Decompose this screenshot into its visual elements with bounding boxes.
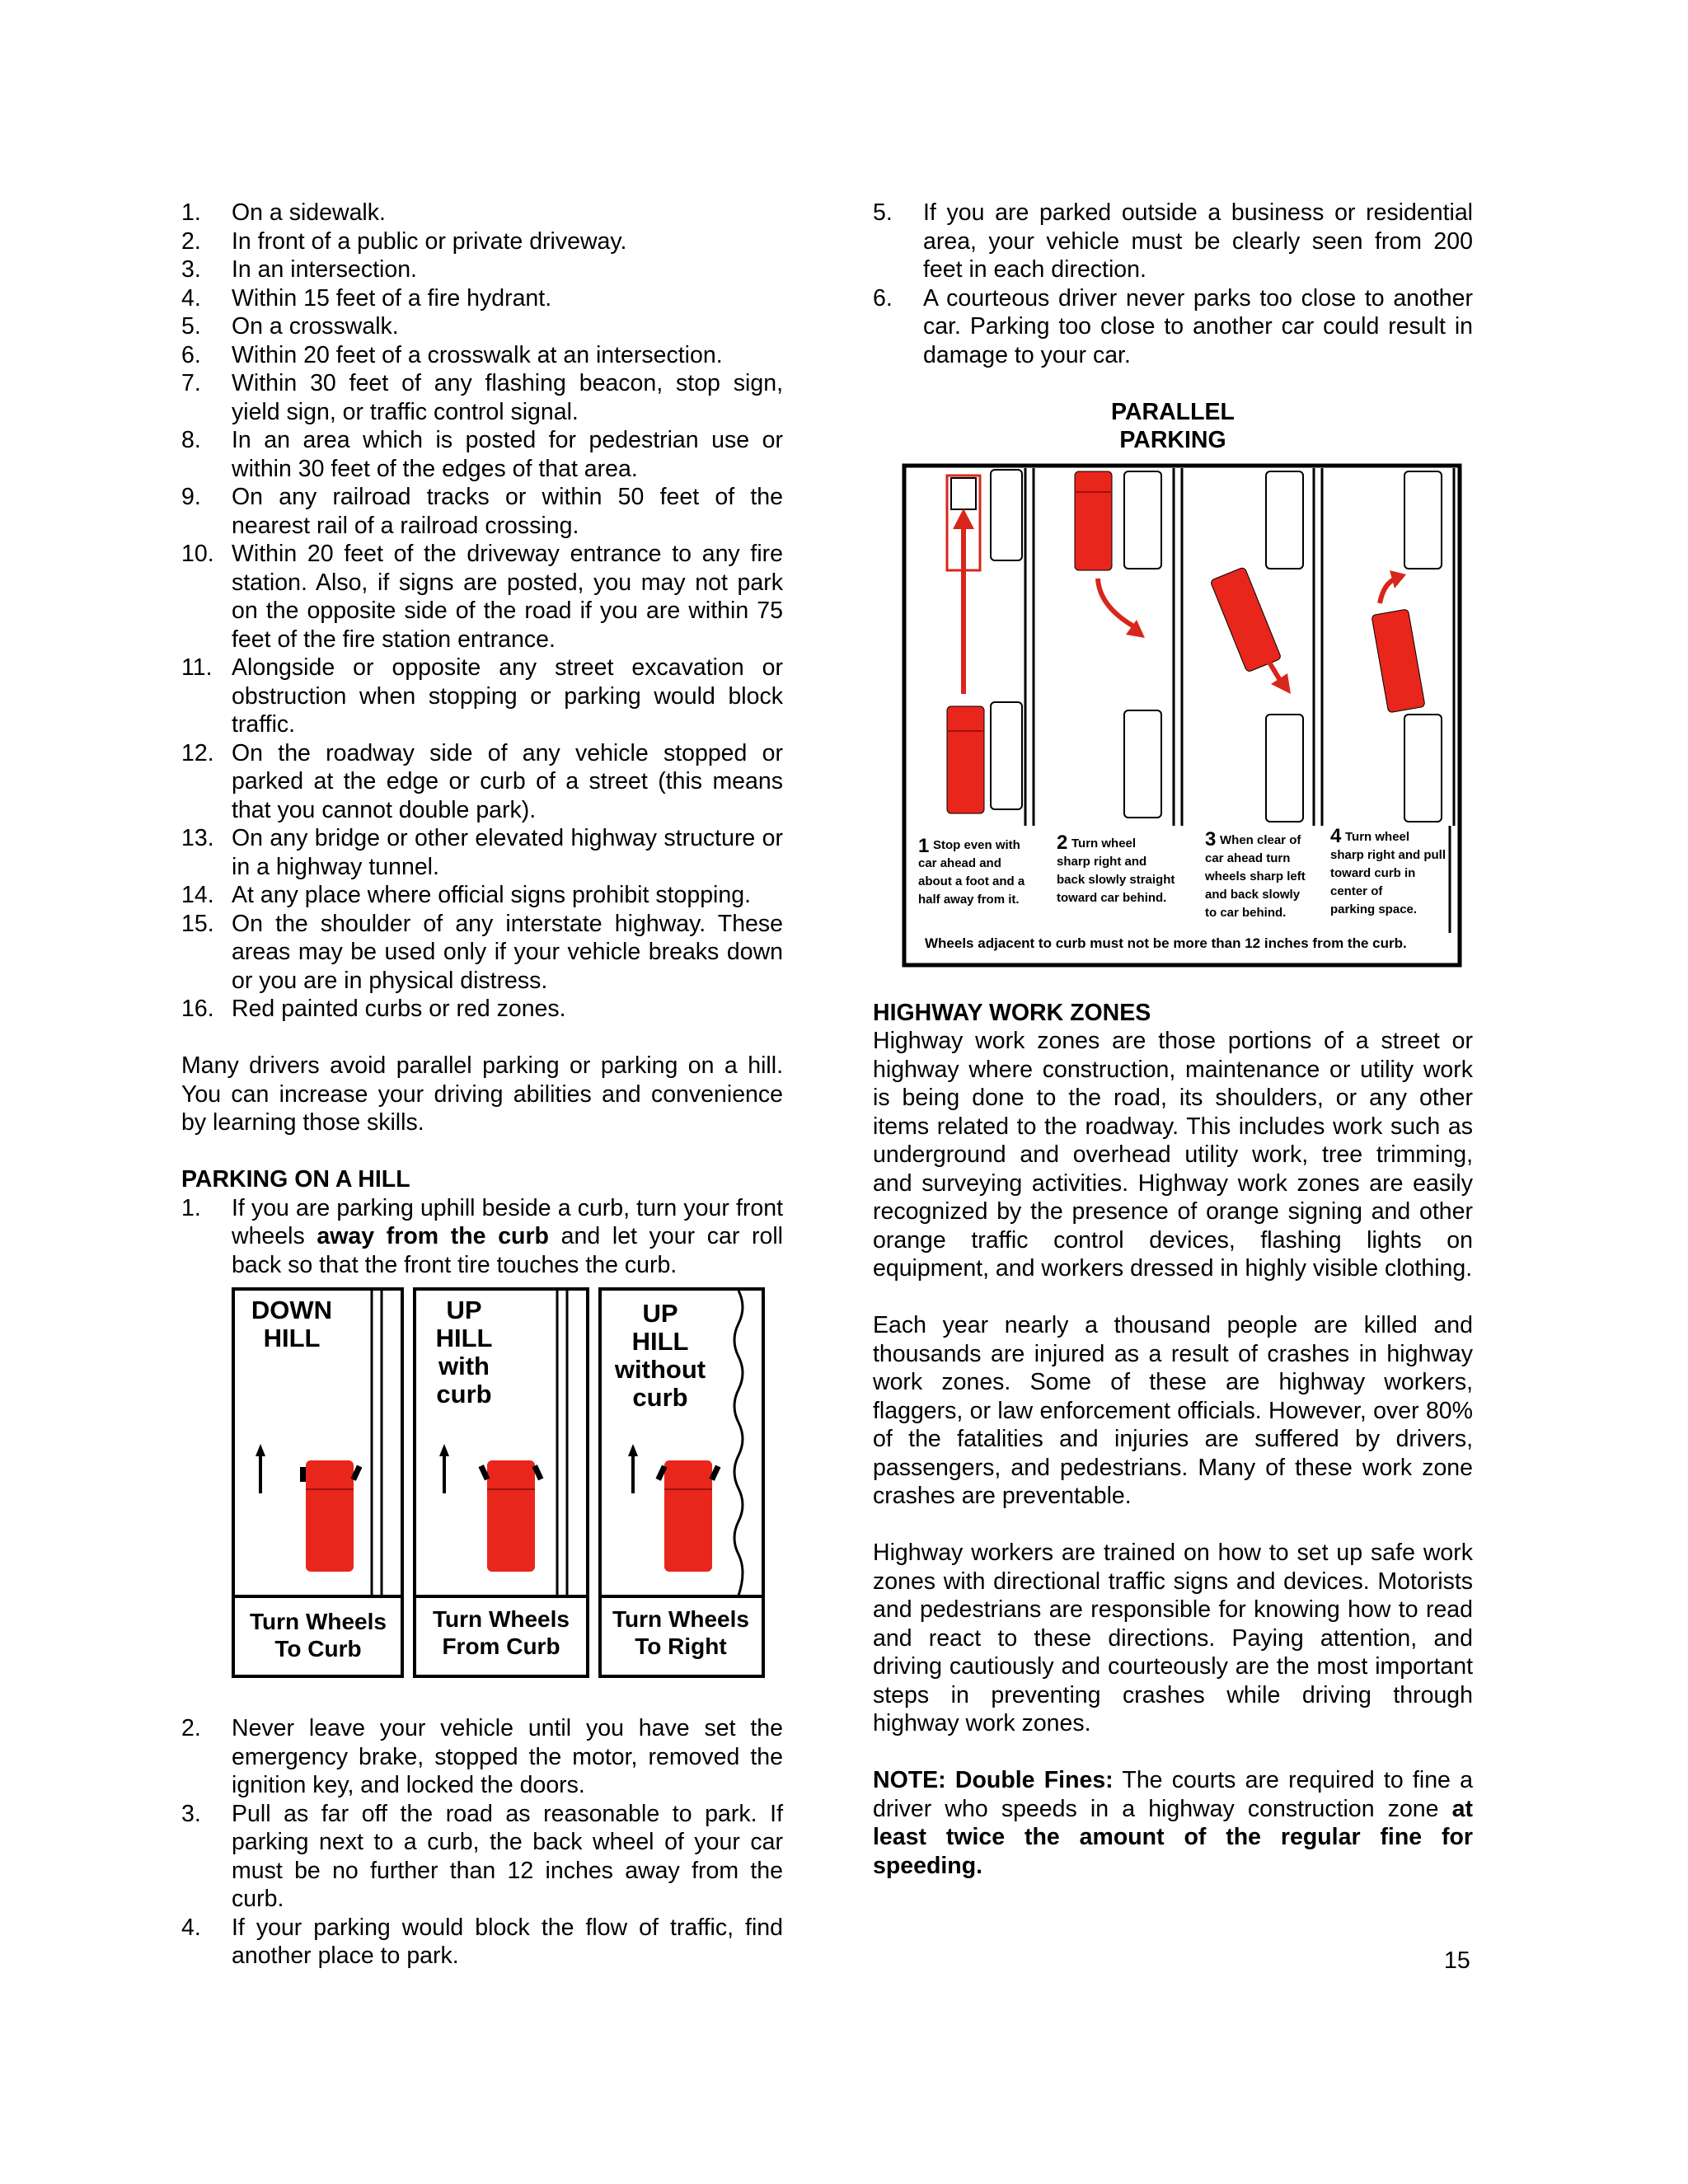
list-item: 1. On a sidewalk. xyxy=(181,199,386,226)
downhill-title-1: DOWN xyxy=(251,1296,333,1324)
step2-line2: sharp right and xyxy=(1057,854,1147,869)
parallel-footer: Wheels adjacent to curb must not be more than 12 inches from the curb. xyxy=(925,935,1407,951)
double-fines-note: NOTE: Double Fines: The courts are required to fine a driver who speeds in a highway construction zone at least twice the amount of the regular fine for speeding. xyxy=(873,1767,1474,1879)
step4-line3: toward curb in xyxy=(1330,865,1416,880)
work-zones-heading: HIGHWAY WORK ZONES xyxy=(873,999,1151,1026)
work-zones-p2: Each year nearly a thousand people are killed and thousands are injured as a result of crashes in highway work zones. Some of these are highway workers, flaggers, or law enforcement officials. However, over 80% of the fatalities and injuries are suffered by drivers, passengers, and pedestrians. Many of these work zone crashes are preventable. xyxy=(873,1312,1473,1509)
hill-figure xyxy=(232,1287,767,1683)
step1-num: 1 xyxy=(918,834,930,857)
list-item: 11. Alongside or opposite any street excavation or obstruction when stopping or parking would block traffic. xyxy=(181,654,783,738)
list-item: 2. Never leave your vehicle until you have set the emergency brake, stopped the motor, removed the ignition key, and locked the doors. xyxy=(181,1715,783,1798)
hill-parking-diagram xyxy=(232,1287,767,1683)
step4-line5: parking space. xyxy=(1330,902,1418,916)
step4-num: 4 xyxy=(1330,824,1342,847)
parallel-heading-1: PARALLEL xyxy=(1111,398,1235,425)
downhill-caption-2: To Curb xyxy=(274,1636,362,1661)
downhill-caption-1: Turn Wheels xyxy=(250,1609,387,1634)
uphill-no-curb-caption-1: Turn Wheels xyxy=(612,1606,749,1632)
intro-paragraph: Many drivers avoid parallel parking or parking on a hill. You can increase your driving abilities and convenience by learning those skills. xyxy=(181,1052,783,1136)
step3-line3: wheels sharp left xyxy=(1205,869,1306,883)
list-item: 6. Within 20 feet of a crosswalk at an intersection. xyxy=(181,341,723,368)
list-item: 7. Within 30 feet of any flashing beacon, stop sign, yield sign, or traffic control signal. xyxy=(181,370,783,425)
uphill-no-curb-title-2: HILL xyxy=(631,1327,689,1356)
step1-line2: car ahead and xyxy=(918,855,1001,870)
step1-line4: half away from it. xyxy=(918,892,1020,907)
left-column xyxy=(181,199,783,1971)
work-zones-p3: Highway workers are trained on how to set up safe work zones with directional traffic signs and devices. Motorists and pedestrians are responsible for knowing how to read and react to these directions. Paying attention, and driving cautiously and courteously are the most important steps in preventing crashes while driving through highway work zones. xyxy=(873,1540,1473,1736)
hill-item-1: 1. If you are parking uphill beside a curb, turn your front wheels away from the curb and let your car roll back so that the front tire touches the curb. xyxy=(181,1194,783,1278)
uphill-no-curb-title-4: curb xyxy=(632,1383,688,1412)
uphill-curb-caption-1: Turn Wheels xyxy=(433,1606,570,1632)
list-item: 5. If you are parked outside a business or residential area, your vehicle must be clearly seen from 200 feet in each direction. xyxy=(873,199,1473,283)
list-item: 4. If your parking would block the flow of traffic, find another place to park. xyxy=(181,1914,783,1969)
step3-line2: car ahead turn xyxy=(1205,851,1291,865)
list-item: 8. In an area which is posted for pedestrian use or within 30 feet of the edges of that area. xyxy=(181,427,783,482)
step1-line1: Stop even with xyxy=(933,837,1020,852)
step2-num: 2 xyxy=(1057,831,1068,854)
list-item: 15. On the shoulder of any interstate highway. These areas may be used only if your vehicle breaks down or you are in physical distress. xyxy=(181,910,783,994)
list-item: 2. In front of a public or private driveway. xyxy=(181,227,627,255)
list-item: 9. On any railroad tracks or within 50 feet of the nearest rail of a railroad crossing. xyxy=(181,484,783,539)
step1-line3: about a foot and a xyxy=(918,874,1025,888)
work-zones-p1: Highway work zones are those portions of a street or highway where construction, maintenance or utility work is being done to the road, its shoulders, or any other items related to the roadway. This includes work such as underground and overhead utility work, tree trimming, and surveying activities. Highway work zones are easily recognized by the presence of orange signing and other orange traffic control devices, flashing lights on equipment, and workers dressed in highly visible clothing. xyxy=(873,1028,1473,1282)
list-item: 14. At any place where official signs prohibit stopping. xyxy=(181,882,752,908)
step4-line2: sharp right and pull xyxy=(1330,847,1447,862)
hill-list-1 xyxy=(181,1194,783,1280)
step2-line3: back slowly straight xyxy=(1057,872,1175,887)
uphill-curb-caption-2: From Curb xyxy=(442,1633,560,1659)
step3-line1: When clear of xyxy=(1220,832,1301,847)
downhill-title-2: HILL xyxy=(263,1324,321,1352)
step4-line4: center of xyxy=(1330,883,1383,898)
list-item: 12. On the roadway side of any vehicle stopped or parked at the edge or curb of a street (this means that you cannot double park). xyxy=(181,739,783,823)
step2-line1: Turn wheel xyxy=(1071,836,1137,851)
parallel-figure xyxy=(902,463,1462,968)
list-item: 16. Red painted curbs or red zones. xyxy=(181,996,566,1022)
uphill-curb-title-3: with xyxy=(438,1352,490,1380)
list-item: 6. A courteous driver never parks too close to another car. Parking too close to another car could result in damage to your car. xyxy=(873,284,1473,368)
step3-num: 3 xyxy=(1205,827,1217,851)
list-item: 3. Pull as far off the road as reasonable to park. If parking next to a curb, the back wheel of your car must be no further than 12 inches away from the curb. xyxy=(181,1800,783,1912)
list-item: 3. In an intersection. xyxy=(181,256,417,283)
step3-line5: to car behind. xyxy=(1205,905,1287,920)
list-item: 5. On a crosswalk. xyxy=(181,313,399,340)
uphill-curb-title-2: HILL xyxy=(435,1324,493,1352)
page-number: 15 xyxy=(1444,1947,1470,1974)
downhill-panel xyxy=(233,1289,402,1676)
list-item: 10. Within 20 feet of the driveway entrance to any fire station. Also, if signs are posted, you may not park on the opposite side of the road if you are within 75 feet of the fire station entrance. xyxy=(181,541,783,653)
no-parking-list xyxy=(181,199,783,1024)
uphill-no-curb-panel xyxy=(600,1289,763,1676)
car-icon xyxy=(664,1460,712,1572)
hill-heading: PARKING ON A HILL xyxy=(181,1166,410,1193)
car-icon xyxy=(487,1460,535,1572)
step3-line4: and back slowly xyxy=(1205,887,1301,902)
uphill-no-curb-title-1: UP xyxy=(642,1299,678,1328)
uphill-no-curb-caption-2: To Right xyxy=(635,1633,727,1659)
hill-list-2 xyxy=(181,1714,783,1971)
uphill-curb-title-4: curb xyxy=(436,1380,492,1408)
parallel-parking-diagram xyxy=(902,463,1462,968)
car-icon xyxy=(306,1460,354,1572)
uphill-no-curb-title-3: without xyxy=(614,1355,706,1384)
list-item: 4. Within 15 feet of a fire hydrant. xyxy=(181,284,552,312)
list-item: 13. On any bridge or other elevated highway structure or in a highway tunnel. xyxy=(181,825,783,880)
step2-line4: toward car behind. xyxy=(1057,890,1167,905)
right-column xyxy=(873,199,1473,1880)
parking-tips-list xyxy=(873,199,1473,369)
uphill-curb-title-1: UP xyxy=(446,1296,482,1324)
parallel-heading-2: PARKING xyxy=(1119,427,1226,453)
uphill-curb-panel xyxy=(415,1289,588,1676)
step4-line1: Turn wheel xyxy=(1345,829,1410,844)
